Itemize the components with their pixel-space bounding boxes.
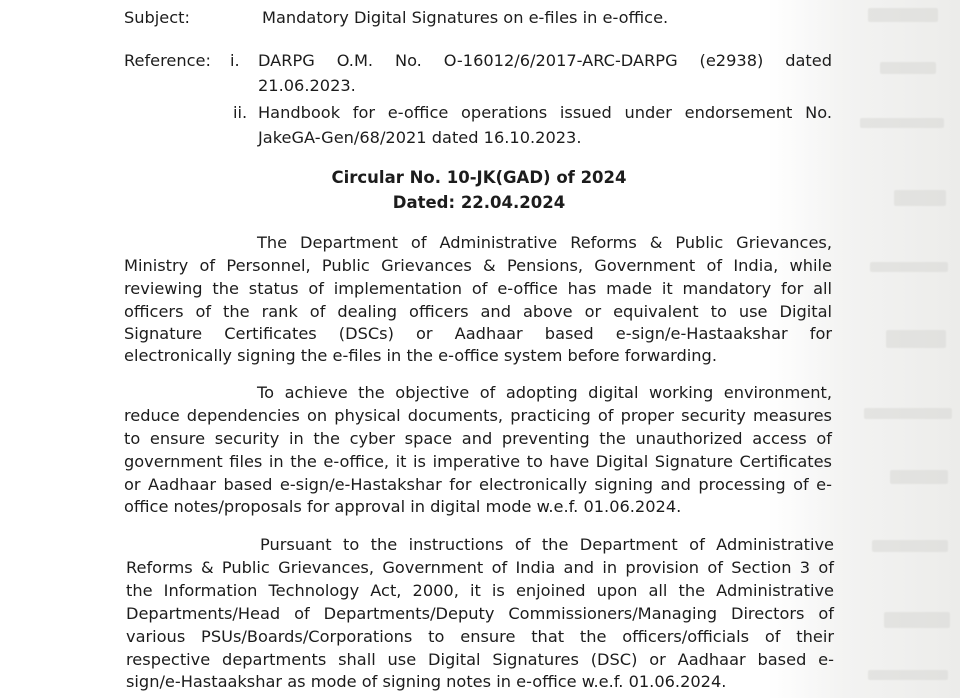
paragraph-3-line-5: various PSUs/Boards/Corporations to ensure that the officers/officials of their xyxy=(126,627,834,646)
circular-number: Circular No. 10-JK(GAD) of 2024 xyxy=(331,168,627,187)
paragraph-1-line-4: officers of the rank of dealing officers and above or equivalent to use Digital xyxy=(124,302,832,321)
subject-label: Subject: xyxy=(124,8,190,27)
paragraph-3-line-7: sign/e-Hastaakshar as mode of signing notes in e-office w.e.f. 01.06.2024. xyxy=(126,672,727,691)
paragraph-2-line-4: government files in the e-office, it is imperative to have Digital Signature Certificates xyxy=(124,452,832,471)
subject-text: Mandatory Digital Signatures on e-files in e-office. xyxy=(262,8,669,27)
paragraph-1-line-5: Signature Certificates (DSCs) or Aadhaar based e-sign/e-Hastaakshar for xyxy=(124,324,832,343)
paragraph-3-line-3: the Information Technology Act, 2000, it is enjoined upon all the Administrative xyxy=(126,581,834,600)
reference-item-2-number: ii. xyxy=(233,103,248,122)
paragraph-2-line-6: office notes/proposals for approval in digital mode w.e.f. 01.06.2024. xyxy=(124,497,682,516)
paragraph-1-line-3: reviewing the status of implementation of e-office has made it mandatory for all xyxy=(124,279,832,298)
paragraph-3-line-4: Departments/Head of Departments/Deputy Commissioners/Managing Directors of xyxy=(126,604,834,623)
paragraph-1-line-6: electronically signing the e-files in the e-office system before forwarding. xyxy=(124,346,717,365)
paragraph-3-line-2: Reforms & Public Grievances, Government of India and in provision of Section 3 of xyxy=(126,558,834,577)
show-through-background xyxy=(850,0,960,698)
reference-item-1-line-1: DARPG O.M. No. O-16012/6/2017-ARC-DARPG (e2938) dated xyxy=(258,51,832,70)
paragraph-2-line-1: To achieve the objective of adopting digital working environment, xyxy=(257,383,832,402)
reference-item-1-number: i. xyxy=(230,51,240,70)
paragraph-3-line-6: respective departments shall use Digital Signatures (DSC) or Aadhaar based e- xyxy=(126,650,834,669)
reference-item-2-line-1: Handbook for e-office operations issued under endorsement No. xyxy=(258,103,832,122)
paragraph-1-line-1: The Department of Administrative Reforms & Public Grievances, xyxy=(257,233,832,252)
paragraph-3-line-1: Pursuant to the instructions of the Department of Administrative xyxy=(260,535,834,554)
reference-item-1-line-2: 21.06.2023. xyxy=(258,76,356,95)
paragraph-2-line-5: or Aadhaar based e-sign/e-Hastakshar for electronically signing and processing of e- xyxy=(124,475,832,494)
paragraph-1-line-2: Ministry of Personnel, Public Grievances & Pensions, Government of India, while xyxy=(124,256,832,275)
paragraph-2-line-2: reduce dependencies on physical documents, practicing of proper security measures xyxy=(124,406,832,425)
circular-date: Dated: 22.04.2024 xyxy=(392,193,566,212)
paragraph-2-line-3: to ensure security in the cyber space and preventing the unauthorized access of xyxy=(124,429,832,448)
reference-label: Reference: xyxy=(124,51,211,70)
reference-item-2-line-2: JakeGA-Gen/68/2021 dated 16.10.2023. xyxy=(258,128,582,147)
